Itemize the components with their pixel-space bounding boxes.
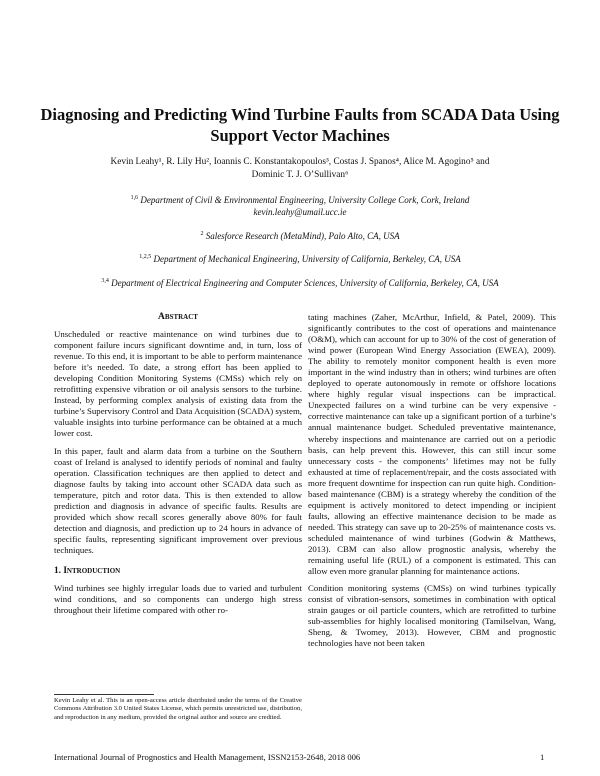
right-paragraph-2: Condition monitoring systems (CMSs) on wind turbines typically consist of vibration-sensors, sometimes in combination with optical strain gauges or oil particle counters, which are retrofitted to turbine sub-assemblies for highly localised monitoring (Tamilselvan, Wang, Sheng, & Twomey, 2013). However, CBM and prognostic technologies have not been taken xyxy=(308,583,556,649)
page-number: 1 xyxy=(540,752,545,762)
affiliation-3-sup: 1,2,5 xyxy=(139,254,152,260)
affiliation-4 xyxy=(30,275,570,289)
section-number: 1. xyxy=(54,565,61,576)
left-column xyxy=(54,312,302,622)
footnote-rule xyxy=(54,694,154,695)
right-column xyxy=(308,312,556,655)
abstract-heading: Abstract xyxy=(158,312,198,322)
affiliation-1 xyxy=(30,192,570,218)
section-title: Introduction xyxy=(63,565,121,576)
affiliation-3 xyxy=(30,251,570,265)
author-line-2: Dominic T. J. O’Sullivan⁶ xyxy=(251,169,349,180)
affiliation-3-text: Department of Mechanical Engineering, University of California, Berkeley, CA, USA xyxy=(153,254,461,264)
affiliation-2 xyxy=(30,228,570,242)
author-list xyxy=(60,156,540,181)
abstract-paragraph-2: In this paper, fault and alarm data from a turbine on the Southern coast of Ireland is analysed to identify periods of nominal and faulty operation. Classification techniques are then applied to detect and diagnose faults by taking into account other SCADA data such as temperature, pitch and rotor data. This is then extended to allow prediction and diagnosis in advance of specific faults. Results are provided which show recall scores generally above 80% for fault detection and diagnosis, and prediction up to 24 hours in advance of specific faults, representing significant improvement over previous techniques. xyxy=(54,445,302,555)
affiliation-2-text: Salesforce Research (MetaMind), Palo Alto, CA, USA xyxy=(205,231,400,241)
author-email: kevin.leahy@umail.ucc.ie xyxy=(253,207,347,217)
license-footnote: Kevin Leahy et al. This is an open-access article distributed under the terms of the Creative Commons Attribution 3.0 United States License, which permits unrestricted use, distribution, and reproduction in any medium, provided the original author and source are credited. xyxy=(54,697,302,721)
affiliation-2-sup: 2 xyxy=(200,231,204,237)
introduction-heading xyxy=(54,566,302,577)
author-line-1: Kevin Leahy¹, R. Lily Hu², Ioannis C. Konstantakopoulos³, Costas J. Spanos⁴, Alice M. Agogino⁵ and xyxy=(110,157,490,167)
affiliation-1-text: Department of Civil & Environmental Engineering, University College Cork, Cork, Ireland xyxy=(140,195,470,205)
journal-footer: International Journal of Prognostics and Health Management, ISSN2153-2648, 2018 006 xyxy=(54,752,361,762)
affiliation-4-text: Department of Electrical Engineering and Computer Sciences, University of California, Berkeley, CA, USA xyxy=(111,278,499,288)
right-paragraph-1: tating machines (Zaher, McArthur, Infield, & Patel, 2009). This significantly contributes to the cost of operations and maintenance (O&M), which can account for up to 30% of the cost of generation of wind power (European Wind Energy Association (EWEA), 2009). The ability to remotely monitor component health is even more important in the wind industry than in others; wind turbines are often deployed to operate autonomously in remote or offshore locations where highly regular visual inspections can be impractical. Unexpected failures on a wind turbine can be very expensive - corrective maintenance can take up a significant portion of a turbine’s annual maintenance budget. Scheduled preventative maintenance, whereby inspections and maintenance are carried out on a periodic basis, can help prevent this. However, this can still incur some unnecessary costs - the components’ lifetimes may not be fully exhausted at time of replacement/repair, and the costs associated with more frequent downtime for inspection can run quite high. Condition-based maintenance (CBM) is a strategy whereby the condition of the equipment is actively monitored to detect impending or incipient faults, allowing an effective maintenance decision to be made as needed. This strategy can save up to 20-25% of maintenance costs vs. scheduled maintenance of wind turbines (Godwin & Matthews, 2013). CBM can also allow prognostic analysis, whereby the remaining useful life (RUL) of a component is estimated. This can allow even more granular planning for maintenance actions. xyxy=(308,312,556,577)
abstract-paragraph-1: Unscheduled or reactive maintenance on wind turbines due to component failure incurs significant downtime and, in turn, loss of revenue. To this end, it is important to be able to perform maintenance before it’s needed. To date, a strong effort has been applied to developing Condition Monitoring Systems (CMSs) which rely on retrofitting expensive vibration or oil analysis sensors to the turbine. Instead, by performing complex analysis of existing data from the turbine’s Supervisory Control and Data Acquisition (SCADA) system, valuable insights into turbine performance can be obtained at a much lower cost. xyxy=(54,329,302,439)
affiliation-4-sup: 3,4 xyxy=(101,278,109,284)
paper-title: Diagnosing and Predicting Wind Turbine Faults from SCADA Data Using Support Vector Machines xyxy=(40,105,560,145)
affiliation-1-sup: 1,6 xyxy=(130,195,139,201)
introduction-paragraph-1: Wind turbines see highly irregular loads due to varied and turbulent wind conditions, and so components can undergo high stress throughout their lifetime compared with other ro- xyxy=(54,583,302,616)
